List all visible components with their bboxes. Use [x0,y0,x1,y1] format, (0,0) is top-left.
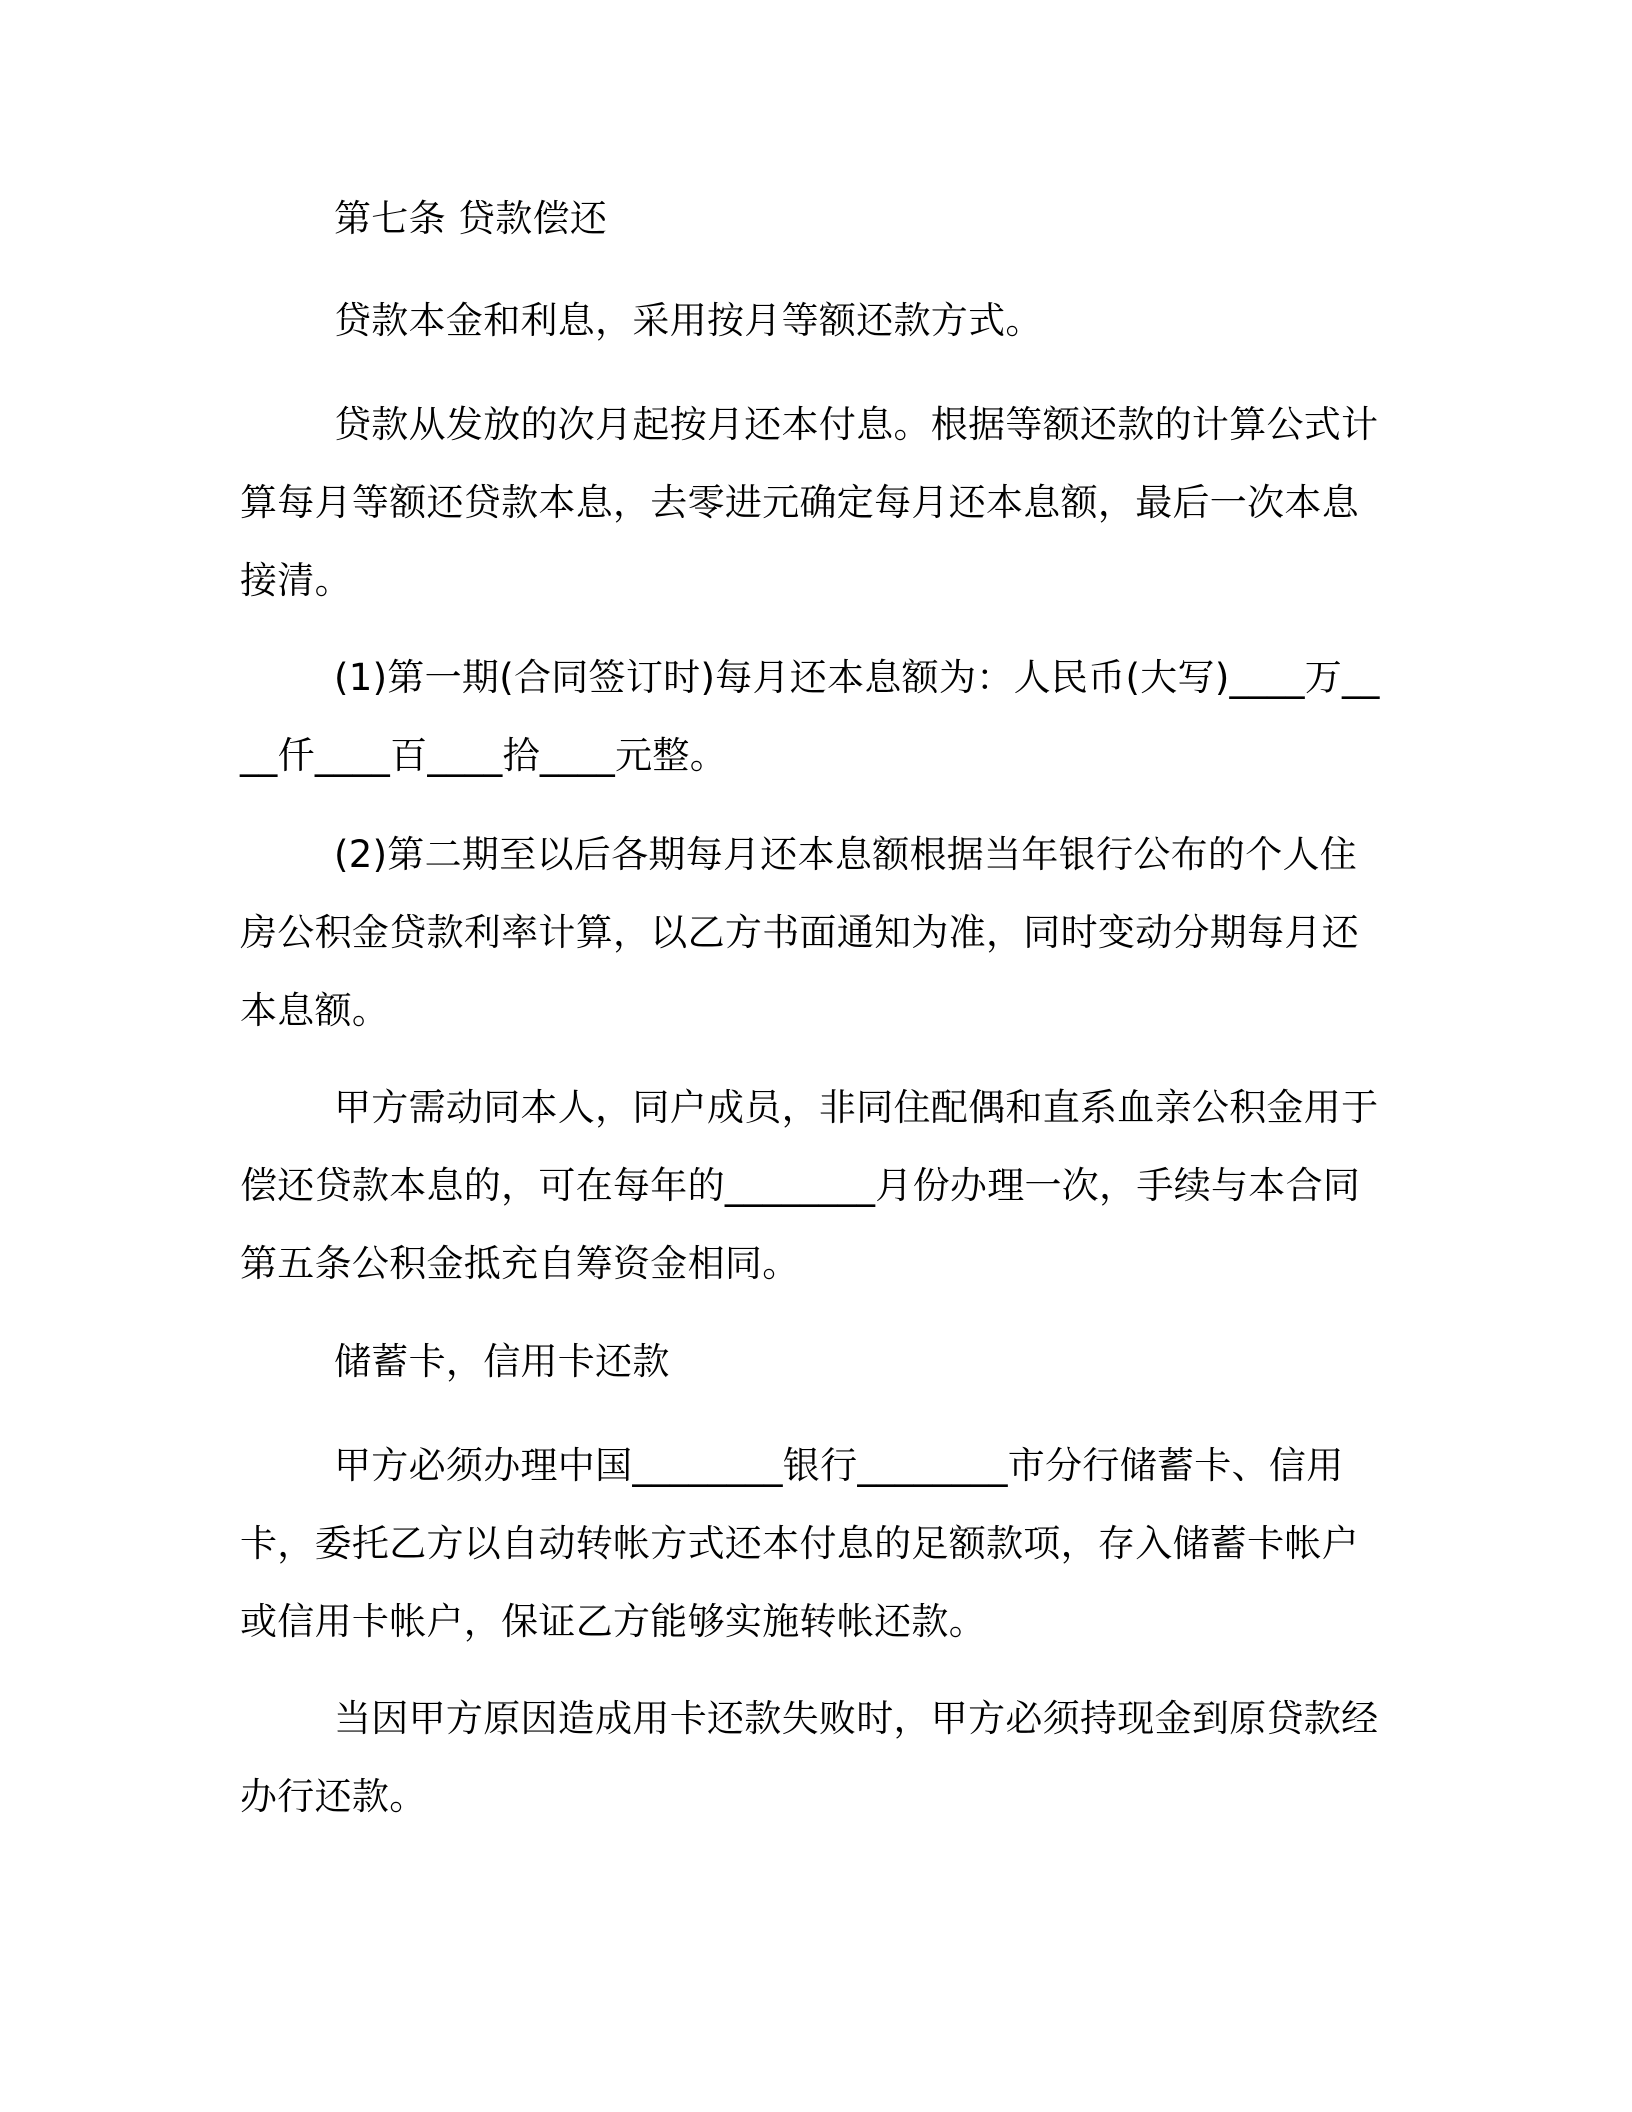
paragraph-repayment-method: 贷款本金和利息，采用按月等额还款方式。 [334,299,1043,342]
paragraph-card-failure: 当因甲方原因造成用卡还款失败时，甲方必须持现金到原贷款经办行还款。 [240,1697,1379,1818]
paragraph-first-period-amount: (1)第一期(合同签订时)每月还本息额为：人民币(大写)____万____仟____百____拾____元整。 [240,656,1380,777]
paragraph-card-heading: 储蓄卡，信用卡还款 [334,1340,670,1383]
paragraph-provident-fund: 甲方需动同本人，同户成员，非同住配偶和直系血亲公积金用于偿还贷款本息的，可在每年的________月份办理一次，手续与本合同第五条公积金抵充自筹资金相同。 [240,1086,1379,1285]
paragraph-later-periods: (2)第二期至以后各期每月还本息额根据当年银行公布的个人住房公积金贷款利率计算，以乙方书面通知为准，同时变动分期每月还本息额。 [240,833,1359,1032]
paragraph-monthly-repayment: 贷款从发放的次月起按月还本付息。根据等额还款的计算公式计算每月等额还贷款本息，去零进元确定每月还本息额，最后一次本息接清。 [240,403,1379,602]
article-heading: 第七条 贷款偿还 [334,197,608,240]
paragraph-card-requirement: 甲方必须办理中国________银行________市分行储蓄卡、信用卡，委托乙方以自动转帐方式还本付息的足额款项，存入储蓄卡帐户或信用卡帐户，保证乙方能够实施转帐还款。 [240,1444,1359,1643]
